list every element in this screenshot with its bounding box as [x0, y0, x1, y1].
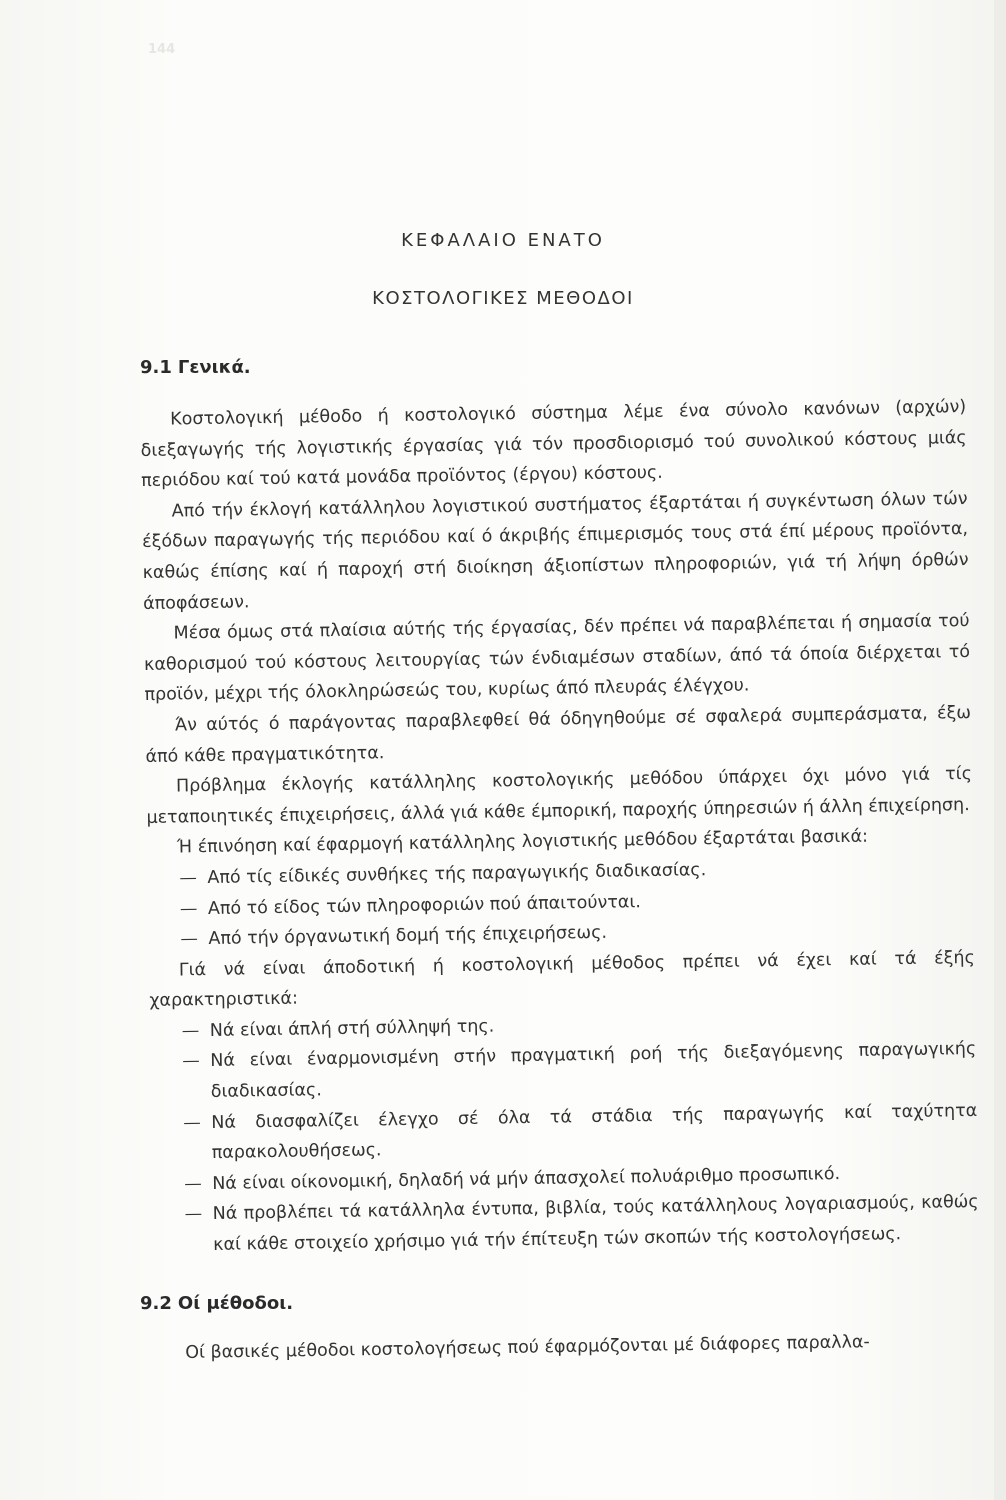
section-number: 9.2 — [140, 1293, 172, 1314]
section-title: Γενικά. — [177, 357, 251, 378]
characteristic-item — [152, 1187, 979, 1261]
paragraph: Κοστολογική μέθοδο ή κοστολογικό σύστημα λέμε ένα σύνολο κανόνων (αρχών) διεξαγωγής τής λογιστικής έργασίας γιά τόν προσδιορισμό τού συνολικού κόστους μιάς περιόδου καί τού κατά μονάδα προϊόντος (έργου) κόστους. — [140, 397, 967, 492]
characteristic-item-text: Νά διασφαλίζει έλεγχο σέ όλα τά στάδια τής παραγωγής καί ταχύτητα παρακολουθήσεως. — [211, 1100, 978, 1164]
chapter-title: ΚΕΦΑΛΑΙΟ ΕΝΑΤΟ — [401, 230, 605, 251]
page-edge-shadow — [994, 0, 1006, 1500]
list-dash: — — [180, 929, 199, 950]
characteristic-item-text: Νά είναι οίκονομική, δηλαδή νά μήν άπασχολεί πολυάριθμο προσωπικό. — [212, 1163, 841, 1194]
characteristics-intro: Γιά νά είναι άποδοτική ή κοστολογική μέθοδος πρέπει νά έχει καί τά έξής χαρακτηριστικά: — [149, 947, 975, 1012]
list-dash: — — [182, 1051, 200, 1072]
list-dash: — — [179, 898, 198, 919]
chapter-subtitle: ΚΟΣΤΟΛΟΓΙΚΕΣ ΜΕΘΟΔΟΙ — [372, 288, 634, 309]
section-heading-methods — [140, 1293, 293, 1314]
dependency-intro: Ή έπινόηση καί έφαρμογή κατάλληλης λογιστικής μεθόδου έξαρτάται βασικά: — [176, 826, 869, 858]
dependency-item-text: Από τήν όργανωτική δομή τής έπιχειρήσεως. — [208, 922, 608, 950]
characteristic-item-text: Νά είναι άπλή στή σύλληψή της. — [209, 1016, 495, 1041]
paragraph: Άν αύτός ό παράγοντας παραβλεφθεί θά όδηγηθούμε σέ σφαλερά συμπεράσματα, έξω άπό κάθε πραγματικότητα. — [145, 702, 972, 767]
dependency-item-text: Από τό είδος τών πληροφοριών πού άπαιτούνται. — [207, 891, 642, 919]
list-dash: — — [184, 1204, 203, 1225]
paragraph: Οί βασικές μέθοδοι κοστολογήσεως πού έφαρμόζονται μέ διάφορες παραλλα- — [185, 1332, 870, 1363]
page-number: 144 — [148, 42, 176, 57]
characteristic-item-text: Νά προβλέπει τά κατάλληλα έντυπα, βιβλία, τούς κατάλληλους λογαριασμούς, καθώς καί κάθε στοιχείο χρήσιμο γιά τήν έπίτευξη τών σκοπών τής κοστολογήσεως. — [212, 1192, 979, 1255]
section-number: 9.1 — [140, 357, 172, 378]
section-body-general — [140, 392, 979, 1261]
list-dash: — — [179, 868, 198, 889]
list-dash: — — [183, 1112, 201, 1134]
section-heading-general — [140, 357, 251, 378]
paragraph: Πρόβλημα έκλογής κατάλληλης κοστολογικής μεθόδου ύπάρχει όχι μόνο γιά τίς μεταποιητικές έπιχειρήσεις, άλλά γιά κάθε έμπορική, παροχής ύπηρεσιών ή άλλη έπιχείρηση. — [146, 764, 973, 828]
characteristic-item-text: Νά είναι έναρμονισμένη στήν πραγματική ροή τής διεξαγόμενης παραγωγικής διαδικασίας. — [210, 1039, 977, 1103]
dependency-item-text: Από τίς είδικές συνθήκες τής παραγωγικής διαδικασίας. — [207, 860, 707, 888]
paragraph: Από τήν έκλογή κατάλληλου λογιστικού συστήματος έξαρτάται ή συγκέντωση όλων τών έξόδων παραγωγής τής περιόδου καί ό άκριβής έπιμερισμός τους στά έπί μέρους προϊόντα, καθώς έπίσης καί ή παροχή στή διοίκηση άξιοπίστων πληροφοριών, γιά τή λήψη όρθών άποφάσεων. — [142, 488, 969, 614]
section-body-methods — [185, 1326, 965, 1369]
paragraph: Μέσα όμως στά πλαίσια αύτής τής έργασίας, δέν πρέπει νά παραβλέπεται ή σημασία τού καθορισμού τού κόστους λειτουργίας τών ένδιαμέσων σταδίων, άπό τά όποία διέρχεται τό προϊόν, μέχρι τής όλοκληρώσεώς του, κυρίως άπό πλευράς έλέγχου. — [143, 611, 971, 706]
section-title: Οί μέθοδοι. — [177, 1293, 294, 1314]
list-dash: — — [181, 1021, 200, 1042]
list-dash: — — [184, 1173, 202, 1195]
